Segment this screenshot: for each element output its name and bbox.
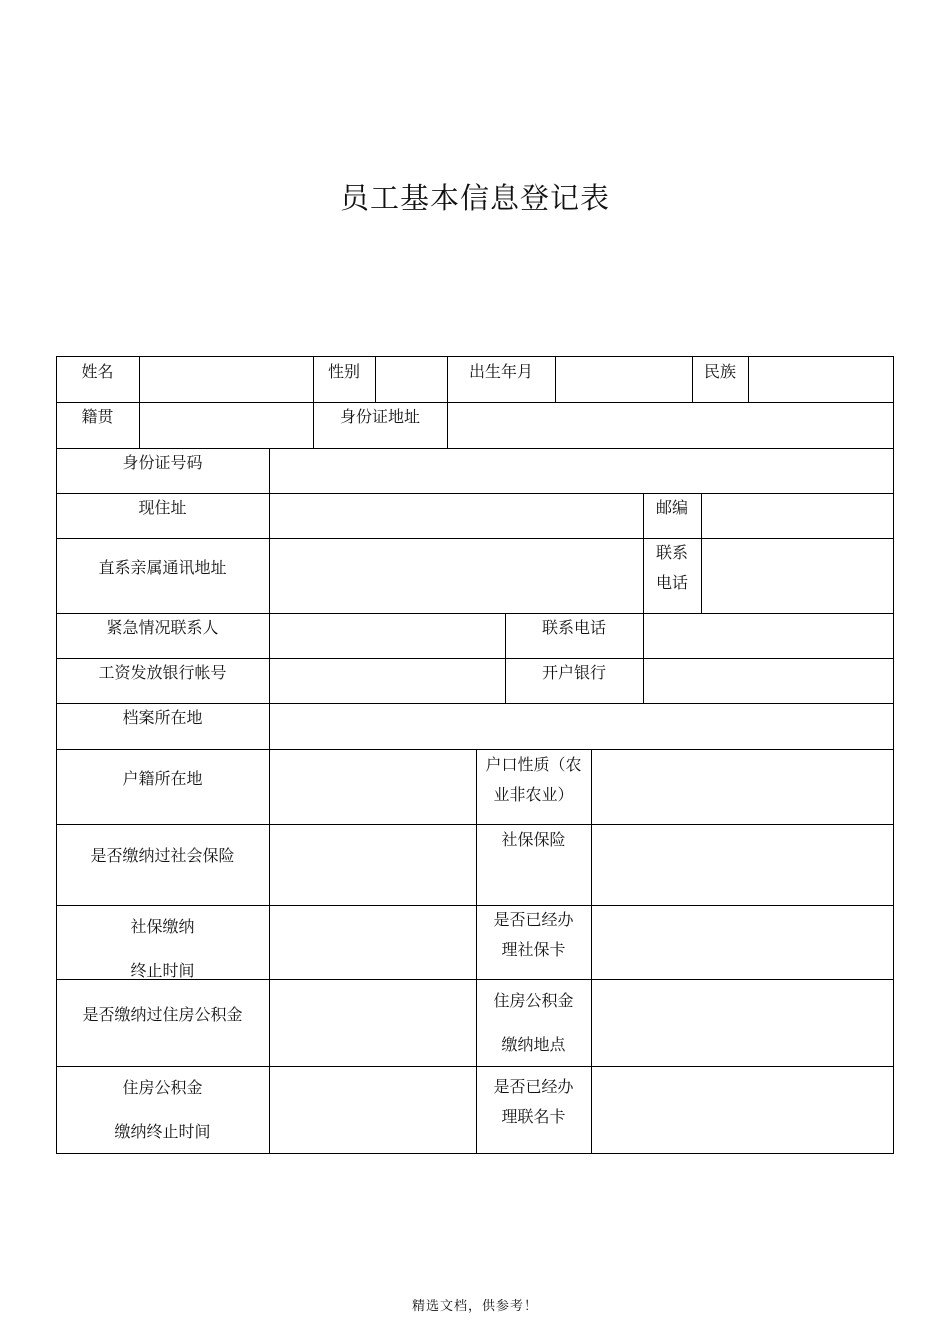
label-hf-end <box>56 1066 269 1154</box>
label-emergency-contact: 紧急情况联系人 <box>106 618 219 637</box>
label-contact-phone-line1: 联系 <box>655 543 688 562</box>
label-ethnicity: 民族 <box>703 362 736 381</box>
label-native-place: 籍贯 <box>81 407 114 426</box>
label-id-number: 身份证号码 <box>122 453 203 472</box>
label-hf-location-line2: 缴纳地点 <box>501 1035 566 1054</box>
document-title: 员工基本信息登记表 <box>339 181 610 215</box>
label-hf-end-line1: 住房公积金 <box>122 1078 203 1097</box>
current-address-value-cell[interactable] <box>270 494 643 538</box>
label-hf-location-line1: 住房公积金 <box>493 991 574 1010</box>
paid-housing-fund-value-cell[interactable] <box>270 980 476 1066</box>
label-id-address: 身份证地址 <box>339 407 420 426</box>
label-social-insurance: 社保保险 <box>501 830 566 849</box>
label-si-period-line2: 终止时间 <box>130 961 195 980</box>
label-relative-address: 直系亲属通讯地址 <box>98 558 227 577</box>
label-name: 姓名 <box>81 362 114 381</box>
label-hukou-type-line1: 户口性质（农 <box>485 755 582 774</box>
bank-value-cell[interactable] <box>644 659 894 703</box>
si-period-value-cell[interactable] <box>270 906 476 979</box>
native-place-value-cell[interactable] <box>140 403 313 448</box>
label-name-card <box>476 1072 591 1132</box>
label-si-card <box>476 905 591 965</box>
si-card-value-cell[interactable] <box>592 906 894 979</box>
label-paid-social-insurance: 是否缴纳过社会保险 <box>90 846 235 865</box>
label-hf-end-line2: 缴纳终止时间 <box>114 1122 211 1141</box>
name-value-cell[interactable] <box>140 357 313 402</box>
postal-code-value-cell[interactable] <box>702 494 894 538</box>
label-paid-housing-fund: 是否缴纳过住房公积金 <box>82 1005 243 1024</box>
label-current-address: 现住址 <box>138 498 187 517</box>
gender-value-cell[interactable] <box>376 357 447 402</box>
label-name-card-line2: 理联名卡 <box>501 1107 566 1126</box>
label-contact-phone <box>643 538 701 598</box>
label-archive-location: 档案所在地 <box>122 708 203 727</box>
name-card-value-cell[interactable] <box>592 1067 894 1153</box>
label-si-period <box>56 905 269 993</box>
social-insurance-value-cell[interactable] <box>592 825 894 905</box>
ethnicity-value-cell[interactable] <box>749 357 894 402</box>
contact-phone-value-cell[interactable] <box>702 539 894 613</box>
paid-social-insurance-value-cell[interactable] <box>270 825 476 905</box>
label-contact-phone-line2: 电话 <box>655 573 688 592</box>
label-salary-account: 工资发放银行帐号 <box>98 663 227 682</box>
label-name-card-line1: 是否已经办 <box>493 1077 574 1096</box>
emergency-contact-value-cell[interactable] <box>270 614 505 658</box>
id-number-value-cell[interactable] <box>270 449 894 493</box>
label-si-period-line1: 社保缴纳 <box>130 917 195 936</box>
label-si-card-line2: 理社保卡 <box>501 940 566 959</box>
label-hukou-type <box>476 750 591 810</box>
label-bank: 开户银行 <box>541 663 606 682</box>
id-address-value-cell[interactable] <box>448 403 894 448</box>
archive-location-value-cell[interactable] <box>270 704 894 749</box>
label-hukou-type-line2: 业非农业） <box>493 785 574 804</box>
hukou-type-value-cell[interactable] <box>592 750 894 824</box>
label-birth-date: 出生年月 <box>468 362 533 381</box>
salary-account-value-cell[interactable] <box>270 659 505 703</box>
emergency-phone-value-cell[interactable] <box>644 614 894 658</box>
relative-address-value-cell[interactable] <box>270 539 643 613</box>
label-hukou-location: 户籍所在地 <box>122 769 203 788</box>
label-emergency-phone: 联系电话 <box>541 618 606 637</box>
label-gender: 性别 <box>327 362 360 381</box>
birth-date-value-cell[interactable] <box>556 357 692 402</box>
label-si-card-line1: 是否已经办 <box>493 910 574 929</box>
hf-end-value-cell[interactable] <box>270 1067 476 1153</box>
hukou-location-value-cell[interactable] <box>270 750 476 824</box>
hf-location-value-cell[interactable] <box>592 980 894 1066</box>
label-postal-code: 邮编 <box>655 498 688 517</box>
employee-info-form <box>56 356 894 1154</box>
label-hf-location <box>476 979 591 1067</box>
page-footer: 精选文档，供参考！ <box>411 1299 538 1314</box>
